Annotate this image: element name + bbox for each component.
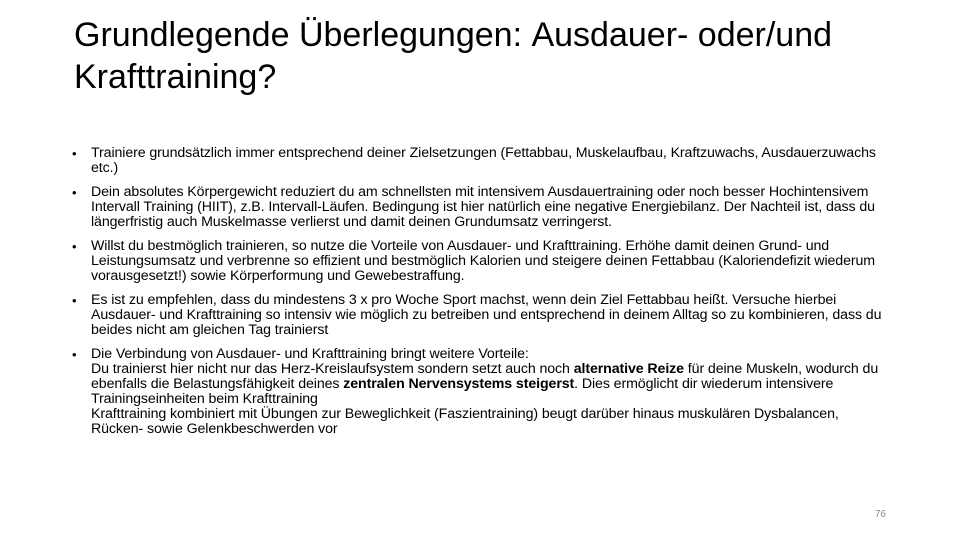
bold-text: alternative Reize [573,361,684,377]
bullet-item [70,239,890,284]
slide-content [70,146,890,446]
bullet-paragraph-1 [91,362,890,407]
text-segment: Du trainierst hier nicht nur das Herz-Kreislaufsystem sondern setzt auch noch [91,361,574,377]
bold-text: zentralen Nervensystems steigerst [343,376,575,392]
bullet-item [70,293,890,338]
page-number: 76 [874,509,886,520]
bullet-item [70,185,890,230]
bullet-list [70,146,890,437]
title-part-2: Ausdauer- oder/und Krafttraining? [74,16,833,96]
bullet-text: Willst du bestmöglich trainieren, so nutze die Vorteile von Ausdauer- und Krafttraining. Erhöhe damit deinen Grund- und Leistungsumsatz und verbrenne so effizient und bestmöglich Kalorien und steigere deinen Fettabbau (Kaloriendefizit wiederum vorausgesetzt!) sowie Körperformung und Gewebestraffung. [91,238,875,284]
bullet-text: Dein absolutes Körpergewicht reduziert du am schnellsten mit intensivem Ausdauertraining oder noch besser Hochintensivem Intervall Training (HIIT), z.B. Intervall-Läufen. Bedingung ist hier natürlich eine negative Energiebilanz. Der Nachteil ist, dass du längerfristig auch Muskelmasse verlierst und damit deinen Grundumsatz verringerst. [91,184,875,230]
slide-title [74,14,914,98]
bullet-text: Trainiere grundsätzlich immer entsprechend deiner Zielsetzungen (Fettabbau, Muskelaufbau, Kraftzuwachs, Ausdauerzuwachs etc.) [91,145,876,176]
bullet-paragraph-2: Krafttraining kombiniert mit Übungen zur Beweglichkeit (Faszientraining) beugt darüber hinaus muskulären Dysbalancen, Rücken- sowie Gelenkbeschwerden vor [91,406,839,437]
bullet-item [70,146,890,176]
text-segment: für deine Muskeln, wodurch du ebenfalls die Belastungsfähigkeit deines [91,361,879,392]
bullet-item [70,347,890,437]
bullet-text: Es ist zu empfehlen, dass du mindestens 3 x pro Woche Sport machst, wenn dein Ziel Fettabbau heißt. Versuche hierbei Ausdauer- und Krafttraining so intensiv wie möglich zu betreiben und entsprechend in deinem Alltag so zu kombinieren, dass du beides nicht am gleichen Tag trainierst [91,292,882,338]
text-segment: . Dies ermöglicht dir wiederum intensivere Trainingseinheiten beim Krafttraining [91,376,834,407]
bullet-intro: • Die Verbindung von Ausdauer- und Krafttraining bringt weitere Vorteile: [91,346,529,362]
title-part-1: Grundlegende Überlegungen: [74,16,532,54]
